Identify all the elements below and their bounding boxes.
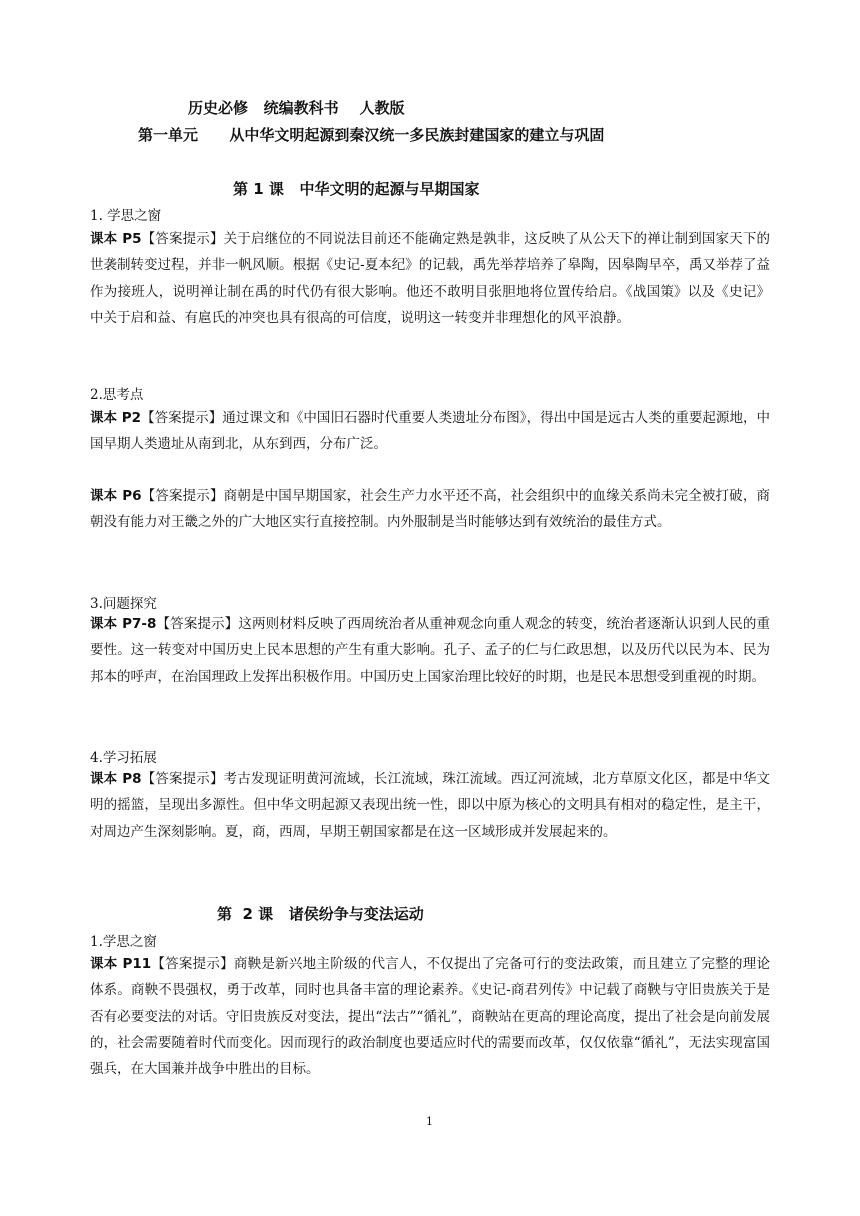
answer-text: 通过课文和《中国旧石器时代重要人类遗址分布图》，得出中国是远古人类的重要起源地，中国早期人类遗址从南到北，从东到西，分布广泛。 bbox=[90, 410, 770, 453]
page-number: 1 bbox=[426, 1115, 433, 1128]
answer-text: 关于启继位的不同说法目前还不能确定熟是孰非，这反映了从公天下的禅让制到国家天下的世袭制转变过程，并非一帆风顺。根据《史记-夏本纪》的记载，禹先举荐培养了皋陶，因皋陶早卒，禹又举荐了益作为接班人，说明禅让制在禹的时代仍有很大影响。他还不敢明目张胆地将位置传给启。《战国策》以及《史记》中关于启和益、有扈氏的冲突也具有很高的可信度，说明这一转变并非理想化的风平浪静。 bbox=[90, 231, 771, 326]
lesson-1-answer-p5 bbox=[90, 226, 770, 331]
lesson-1-answer-p2 bbox=[90, 405, 770, 458]
answer-text: 考古发现证明黄河流域，长江流域，珠江流域。西辽河流域，北方草原文化区，都是中华文明的摇篮，呈现出多源性。但中华文明起源又表现出统一性，即以中原为核心的文明具有相对的稳定性，是主干，对周边产生深刻影响。夏，商，西周，早期王朝国家都是在这一区域形成并发展起来的。 bbox=[90, 771, 771, 840]
lesson-1-section-1-heading: 1. 学思之窗 bbox=[90, 208, 162, 224]
lesson-2-answer-p11 bbox=[90, 951, 770, 1082]
lesson-1-section-3-heading: 3.问题探究 bbox=[90, 596, 157, 612]
lesson-1-answer-p7-8 bbox=[90, 611, 770, 690]
textbook-page-ref: 课本 P8 bbox=[90, 771, 142, 787]
textbook-page-ref: 课本 P11 bbox=[90, 956, 152, 972]
textbook-page-ref: 课本 P6 bbox=[90, 488, 142, 504]
answer-tag: 【答案提示】 bbox=[141, 231, 224, 247]
lesson-1-answer-p8 bbox=[90, 766, 770, 845]
answer-tag: 【答案提示】 bbox=[141, 488, 224, 504]
lesson-2-title: 第 2 课 诸侯纷争与变法运动 bbox=[217, 905, 424, 923]
answer-text: 商鞅是新兴地主阶级的代言人，不仅提出了完备可行的变法政策，而且建立了完整的理论体系。商鞅不畏强权，勇于改革，同时也具备丰富的理论素养。《史记-商君列传》中记载了商鞅与守旧贵族关于是否有必要变法的对话。守旧贵族反对变法，提出“法古”“循礼”，商鞅站在更高的理论高度，提出了社会是向前发展的，社会需要随着时代而变化。因而现行的政治制度也要适应时代的需要而改革，仅仅依靠“循礼”，无法实现富国强兵，在大国兼并战争中胜出的目标。 bbox=[90, 956, 771, 1078]
course-header: 历史必修 统编教科书 人教版 bbox=[188, 99, 405, 117]
textbook-page-ref: 课本 P2 bbox=[90, 410, 142, 426]
answer-tag: 【答案提示】 bbox=[156, 616, 239, 632]
answer-tag: 【答案提示】 bbox=[141, 410, 223, 426]
answer-tag: 【答案提示】 bbox=[151, 956, 234, 972]
textbook-page-ref: 课本 P5 bbox=[90, 231, 142, 247]
lesson-1-section-4-heading: 4.学习拓展 bbox=[90, 750, 157, 766]
answer-text: 商朝是中国早期国家，社会生产力水平还不高，社会组织中的血缘关系尚未完全被打破，商朝没有能力对王畿之外的广大地区实行直接控制。内外服制是当时能够达到有效统治的最佳方式。 bbox=[90, 488, 771, 531]
lesson-1-title: 第 1 课 中华文明的起源与早期国家 bbox=[233, 180, 480, 198]
answer-text: 这两则材料反映了西周统治者从重神观念向重人观念的转变，统治者逐渐认识到人民的重要性。这一转变对中国历史上民本思想的产生有重大影响。孔子、孟子的仁与仁政思想，以及历代以民为本、民为邦本的呼声，在治国理政上发挥出积极作用。中国历史上国家治理比较好的时期，也是民本思想受到重视的时期。 bbox=[90, 616, 771, 685]
unit-header: 第一单元 从中华文明起源到秦汉统一多民族封建国家的建立与巩固 bbox=[138, 126, 605, 144]
answer-tag: 【答案提示】 bbox=[141, 771, 224, 787]
lesson-2-section-1-heading: 1.学思之窗 bbox=[90, 934, 157, 950]
textbook-page-ref: 课本 P7-8 bbox=[90, 616, 157, 632]
lesson-1-section-2-heading: 2.思考点 bbox=[90, 387, 144, 403]
lesson-1-answer-p6 bbox=[90, 483, 770, 536]
